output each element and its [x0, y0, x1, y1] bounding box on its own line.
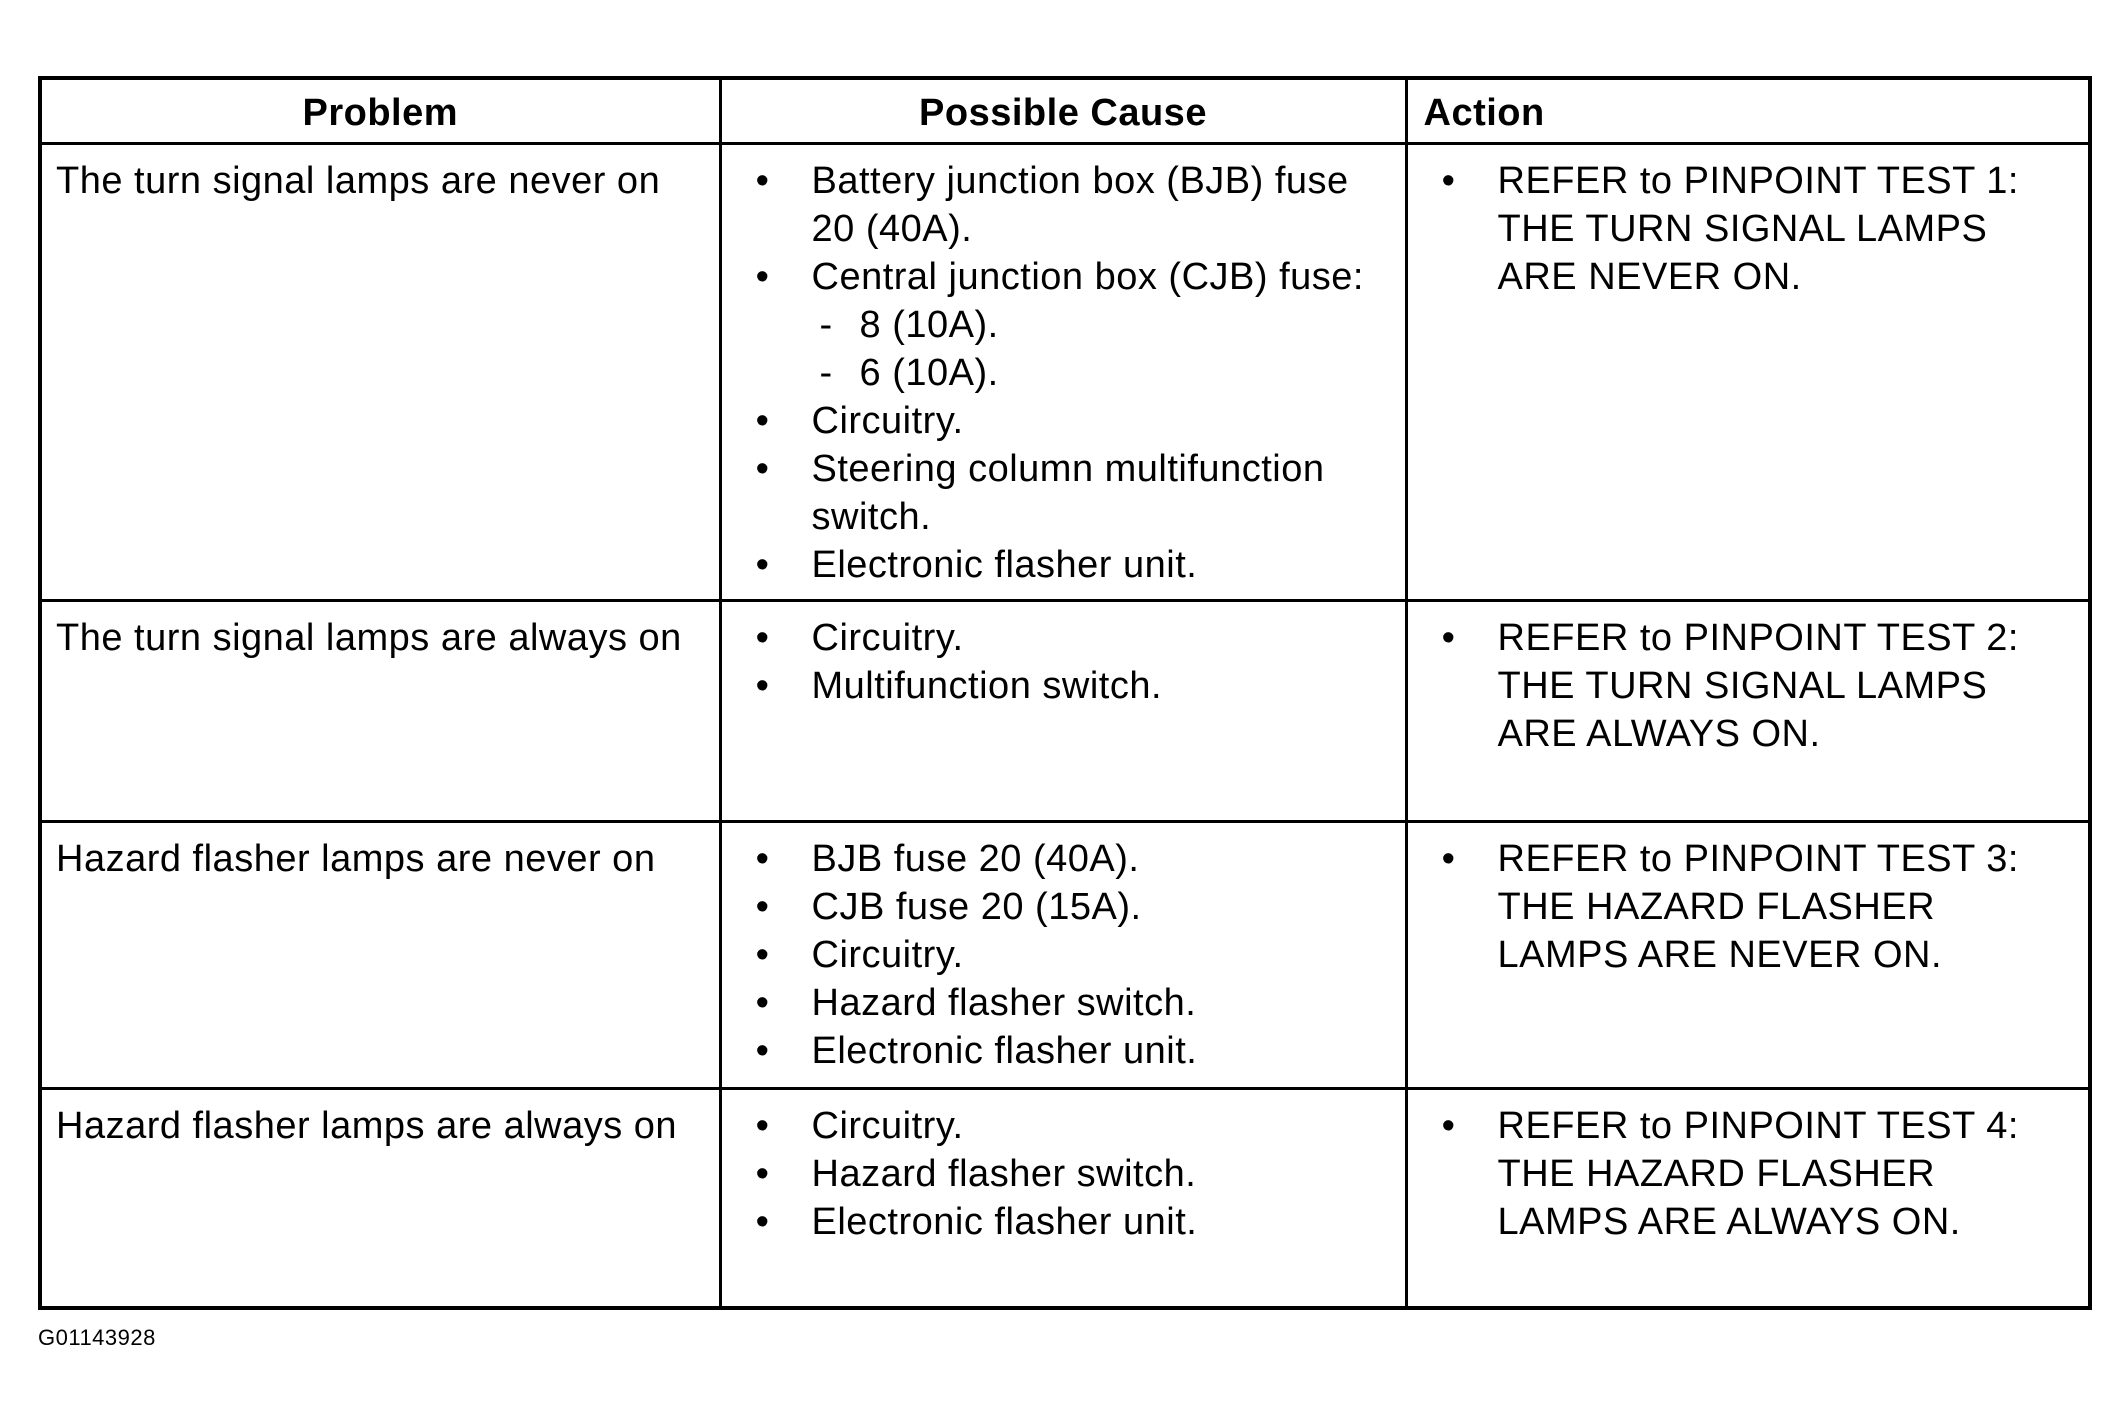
action-cell — [1406, 144, 2090, 601]
cause-text: Electronic flasher unit. — [811, 1201, 1198, 1243]
action-item — [1422, 614, 2075, 758]
cause-item — [736, 1198, 1391, 1246]
bullet-icon: • — [755, 617, 770, 659]
action-list — [1422, 835, 2075, 979]
action-item — [1422, 1102, 2075, 1246]
cause-cell — [720, 601, 1406, 822]
cause-list — [736, 614, 1391, 710]
bullet-icon: • — [755, 982, 770, 1024]
cause-text: Circuitry. — [811, 1105, 964, 1147]
bullet-icon: • — [755, 544, 770, 586]
header-possible-cause: Possible Cause — [720, 78, 1406, 144]
sub-cause-item — [736, 301, 1391, 349]
cause-text: Multifunction switch. — [811, 665, 1163, 707]
cause-text: Hazard flasher switch. — [811, 982, 1197, 1024]
bullet-icon: • — [755, 665, 770, 707]
cause-item — [736, 1102, 1391, 1150]
action-text: REFER to PINPOINT TEST 4: THE HAZARD FLASHER LAMPS ARE ALWAYS ON. — [1497, 1105, 2019, 1243]
action-cell — [1406, 1089, 2090, 1309]
cause-item — [736, 541, 1391, 589]
problem-cell: The turn signal lamps are always on — [40, 601, 720, 822]
cause-item — [736, 662, 1391, 710]
cause-text: Hazard flasher switch. — [811, 1153, 1197, 1195]
dash-icon: - — [819, 304, 833, 346]
bullet-icon: • — [1441, 838, 1456, 880]
bullet-icon: • — [755, 886, 770, 928]
header-action: Action — [1406, 78, 2090, 144]
table-row — [40, 144, 2090, 601]
cause-cell — [720, 822, 1406, 1089]
cause-text: Circuitry. — [811, 617, 964, 659]
action-item — [1422, 835, 2075, 979]
cause-text: Circuitry. — [811, 400, 964, 442]
header-problem: Problem — [40, 78, 720, 144]
cause-text: BJB fuse 20 (40A). — [811, 838, 1140, 880]
action-item — [1422, 157, 2075, 301]
cause-text: CJB fuse 20 (15A). — [811, 886, 1142, 928]
cause-item — [736, 835, 1391, 883]
bullet-icon: • — [755, 1105, 770, 1147]
cause-text: Central junction box (CJB) fuse: — [811, 256, 1364, 298]
cause-item — [736, 614, 1391, 662]
action-list — [1422, 157, 2075, 301]
diagnosis-table-container — [38, 76, 2088, 1310]
cause-cell — [720, 144, 1406, 601]
dash-icon: - — [819, 352, 833, 394]
bullet-icon: • — [755, 400, 770, 442]
bullet-icon: • — [755, 1153, 770, 1195]
cause-text: Electronic flasher unit. — [811, 544, 1198, 586]
table-row — [40, 601, 2090, 822]
header-row — [40, 78, 2090, 144]
cause-item — [736, 931, 1391, 979]
cause-list — [736, 157, 1391, 589]
cause-list — [736, 835, 1391, 1075]
cause-text: Battery junction box (BJB) fuse 20 (40A). — [811, 160, 1349, 250]
sub-cause-list — [812, 301, 1391, 397]
bullet-icon: • — [1441, 617, 1456, 659]
figure-id: G01143928 — [38, 1325, 156, 1350]
bullet-icon: • — [755, 838, 770, 880]
bullet-icon: • — [1441, 1105, 1456, 1147]
bullet-icon: • — [755, 1030, 770, 1072]
bullet-icon: • — [755, 448, 770, 490]
cause-item — [736, 253, 1391, 397]
bullet-icon: • — [755, 934, 770, 976]
cause-item — [736, 1027, 1391, 1075]
bullet-icon: • — [1441, 160, 1456, 202]
action-text: REFER to PINPOINT TEST 3: THE HAZARD FLASHER LAMPS ARE NEVER ON. — [1497, 838, 2019, 976]
cause-list — [736, 1102, 1391, 1246]
cause-text: Electronic flasher unit. — [811, 1030, 1198, 1072]
problem-cell: Hazard flasher lamps are never on — [40, 822, 720, 1089]
cause-item — [736, 979, 1391, 1027]
cause-text: Circuitry. — [811, 934, 964, 976]
action-cell — [1406, 601, 2090, 822]
bullet-icon: • — [755, 256, 770, 298]
action-text: REFER to PINPOINT TEST 1: THE TURN SIGNAL LAMPS ARE NEVER ON. — [1497, 160, 2019, 298]
problem-cell: The turn signal lamps are never on — [40, 144, 720, 601]
action-list — [1422, 1102, 2075, 1246]
sub-cause-text: 8 (10A). — [859, 304, 999, 346]
action-text: REFER to PINPOINT TEST 2: THE TURN SIGNAL LAMPS ARE ALWAYS ON. — [1497, 617, 2019, 755]
table-row — [40, 1089, 2090, 1309]
action-cell — [1406, 822, 2090, 1089]
sub-cause-text: 6 (10A). — [859, 352, 999, 394]
cause-item — [736, 1150, 1391, 1198]
table-row — [40, 822, 2090, 1089]
cause-item — [736, 445, 1391, 541]
problem-cell: Hazard flasher lamps are always on — [40, 1089, 720, 1309]
cause-item — [736, 157, 1391, 253]
bullet-icon: • — [755, 160, 770, 202]
action-list — [1422, 614, 2075, 758]
cause-cell — [720, 1089, 1406, 1309]
cause-item — [736, 883, 1391, 931]
symptom-chart-table — [38, 76, 2092, 1310]
bullet-icon: • — [755, 1201, 770, 1243]
cause-item — [736, 397, 1391, 445]
cause-text: Steering column multifunction switch. — [811, 448, 1325, 538]
sub-cause-item — [736, 349, 1391, 397]
